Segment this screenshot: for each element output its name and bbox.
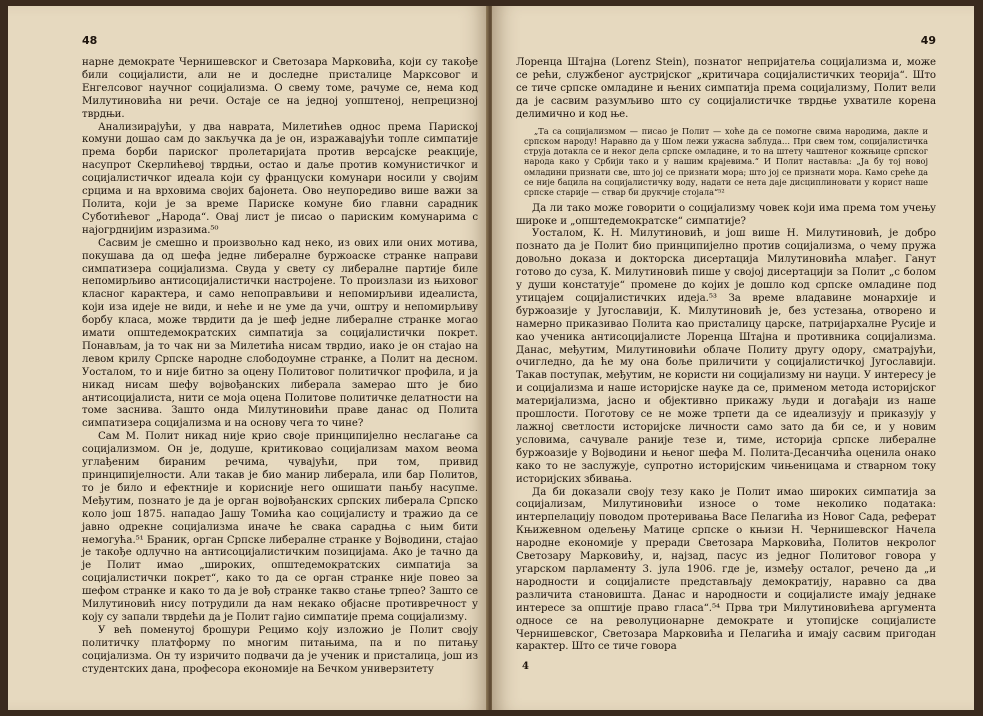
block-quote: „Та са социјализмом — писао је Полит — хоће да се помогне свима народима, дакле и српском народу! Наравно да у Шом лежи ужасна заблуда… При свем том, социјалистичка струја дотакла се и неког дела српске омладине, и то на штету чаштеног кожњице српског народа како у Србији тако и у нашим крајевима.“ И Полит наставља: „Ја бу тој новој омладини признати све, што јој се признати мора; што јој се признати мора. Камо среће да се није бацила на социјалистичку воду, надати се нета даје дисциплиновати у корист наше српске старије — ствар би друкчије стојала“⁵² [524, 125, 928, 198]
right-paragraph-3: Уосталом, К. Н. Милутиновић, и још више Н. Милутиновић, је добро познато да је Полит био принципијелно против социјализма, о чему пружа довољно доказа и докторска дисертација Милутиновића млађег. Ганут готово до суза, К. Милутиновић пише у својој дисертацији за Полит „с болом у души констатује“ промене до којих је дошло код српске омладине под утицајем социјалистичких идеја.⁵³ За време владавине монархије и буржоазије у Југославији, К. Милутиновић је, без устезања, отворено и намерно приказивао Полита као присталицу царске, патријархалне Русије и као ученика антисоцијалисте Лоренца Штајна и противника социјализма. Данас, међутим, Милутиновићи облаче Политу другу одору, сматрајући, очигледно, да ће му она боље приличити у социјалистичкој Југославији. Такав поступак, међутим, не користи ни социјализму ни науци. У интересу је и социјализма и наше историјске науке да се, применом метода историјског материјализма, јасно и објективно прикажу људи и догађаји из наше прошлости. Поготову се не може трпети да се идеализују и приказују у лажној светлости историјске личности само зато да би се, и у новим условима, сачувале раније тезе и, тиме, историја српске либералне буржоазије у Војводини и њеног шефа М. Полита-Десанчића оценила онако како то не заслужује, супротно историјским чињеницама и стварном току историјских збивања. [516, 228, 936, 485]
right-paragraph-1: Лоренца Штајна (Lorenz Stein), познатог непријатеља социјализма и, може се рећи, службеног аустријског „критичара социјалистичких теорија“. Што се тиче српске омладине и њених симпатија према социјализму, Полит вели да је сасвим разумљиво што су социјалистичке тврдње ухватиле корена делимично и код ње. [516, 57, 936, 120]
signature-mark: 4 [522, 661, 529, 672]
left-paragraph-2: Анализирајући, у два наврата, Милетићев однос према Париској комуни дошао сам до закључка да је он, изражавајући топле симпатије према борби париског пролетаријата против версајске реакције, насупрот Скерлићевој тврдњи, остао и даље против комунистичког и социјалистичког идеала који су француски комунари носили у својим срцима и на врховима својих бајонета. Ово неупоредиво више важи за Полита, који је за време Париске комуне био главни сарадник Суботићевог „Народа“. Овај лист је писао о париским комунарима с најогрднијим изразима.⁵⁰ [82, 121, 478, 236]
left-page [8, 6, 488, 710]
right-page [492, 6, 974, 710]
page-number-left: 48 [82, 34, 98, 47]
left-paragraph-1: нарне демократе Чернишевског и Светозара Марковића, који су такође били социјалисти, али не и доследне присталице Марксовог и Енгелсовог научног социјализма. О свему томе, рачуме се, нема код Милутиновића ни речи. Остаје се на једној уопштеној, непрецизној тврдњи. [82, 57, 478, 120]
page-number-right: 49 [920, 34, 936, 47]
right-paragraph-2: Да ли тако може говорити о социјализму човек који има према том учењу широке и „општедемократске“ симпатије? [516, 202, 936, 227]
right-paragraph-4: Да би доказали своју тезу како је Полит имао широких симпатија за социјализам, Милутиновићи износе о томе неколико података: интерпелацију поводом протеривања Васе Пелагића из Новог Сада, реферат Књижевном одељењу Матице српске о књизи Н. Чернишевског Начела народне економије у преради Светозара Марковића, Политов некролог Светозару Марковићу, и, најзад, пасус из једног Политовог говора у угарском парламенту 3. јула 1906. где је, између осталог, речено да „и народности и социјалисте представљају демократију, наравно са два различита становишта. Данас и народности и социјалисте имају једнаке интересе за општије право гласа“.⁵⁴ Прва три Милутиновићева аргумента односе се на револуционарне демократе и утопијске социјалисте Чернишевског, Светозара Марковића и Пелагића и имају сасвим пригодан карактер. Што се тиче говора [516, 486, 936, 653]
left-paragraph-3: Сасвим је смешно и произвољно кад неко, из ових или оних мотива, покушава да од шефа једне либералне буржоаске странке направи симпатизера социјализма. Свуда у свету су либералне партије биле непомирљиво антисоцијалистички настројене. То произлази из њиховог класног карактера, и само непоправљиви и непомирљиви идеалиста, који иза идеје не види, и неће и не уме да учи, оштру и непомирљиву борбу класа, може тврдити да је шеф једне либералне странке могао имати општедемократских симпатија за социјалистички покрет. Понављам, ја то чак ни за Милетића нисам тврдио, иако је он стајао на левом крилу Српске народне слободоумне странке, а Полит на десном. Уосталом, то и није битно за оцену Политовог политичког профила, и ја никад нисам шефу војвођанских либерала замерао што је био антисоцијалиста, нити се моја оцена Политове политичке делатности на томе заснива. Зашто онда Милутиновићи праве данас од Полита симпатизера социјализма и на основу чега то чине? [82, 237, 478, 430]
left-paragraph-4: Сам М. Полит никад није крио своје принципијелно неслагање са социјализмом. Он је, додуше, критиковао социјализам махом веома углађеним бираним речима, чувајући, при том, привид принципијелности. Али такав је био манир либерала, или бар Политов, то је било и ефектније и корисније него ошишати пањбу насупме. Међутим, познато је да је орган војвођанских српских либерала Српско коло још 1875. нападао Јашу Томића као социјалисту и тражио да се јавно одрекне социјализма иначе ће свака сарадња с њим бити немогућа.⁵¹ Браник, орган Српске либералне странке у Војводини, стајао је такође одлучно на антисоцијалистичким позицијама. Ако је тачно да је Полит имао „широких, општедемократских симпатија за социјалистички покрет“, како то да се орган странке није повео за шефом странке и како то да је вођ странке такво стање трпео? Зашто се Милутиновић нису потрудили да нам некако објасне противречност у коју су запали тврдећи да је Полит гајио симпатије према социјализму. [82, 431, 478, 623]
left-paragraph-5: У већ поменутој брошури Рецимо коју изложио је Полит своју политичку платформу по многим питањима, па и по питању социјализма. Он ту изричито подвачи да је ученик и присталица, још из студентских дана, професора економије на Бечком универзитету [82, 624, 478, 675]
